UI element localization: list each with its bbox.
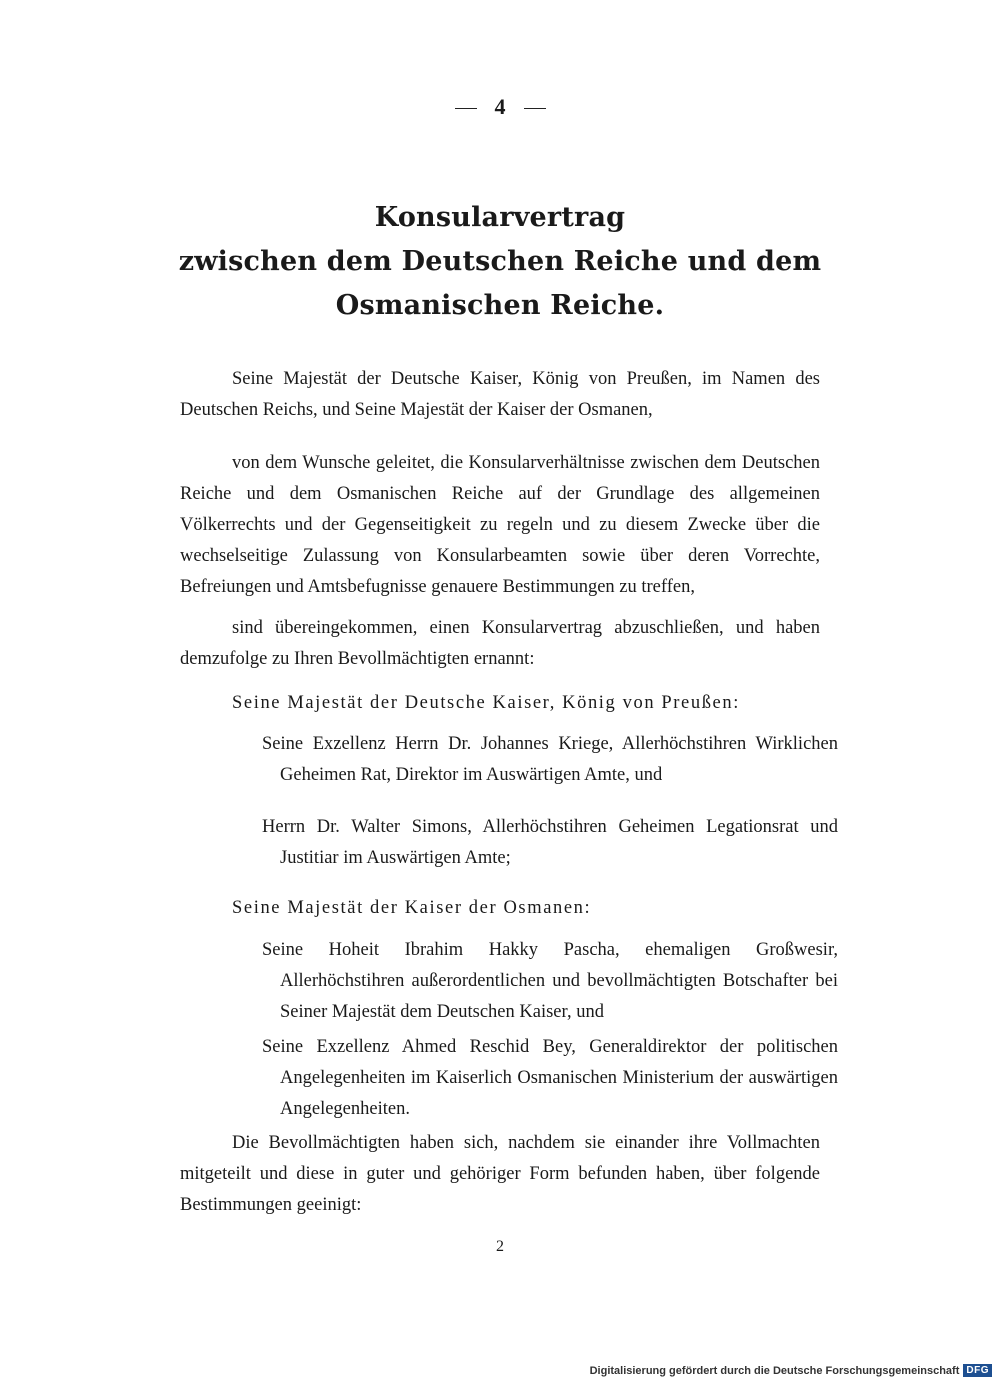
signature-mark: 2 [496, 1238, 504, 1255]
page-number: 4 [494, 94, 506, 119]
title-line-2: zwischen dem Deutschen Reiche und dem [178, 246, 822, 277]
page-number-header [0, 94, 1000, 120]
german-delegate-kriege: Seine Exzellenz Herrn Dr. Johannes Kriege, Allerhöchstihren Wirklichen Geheimen Rat, Direktor im Auswärtigen Amte, und [262, 734, 838, 785]
header-dash-left [455, 108, 477, 109]
funding-footer [590, 1364, 992, 1377]
closing-paragraph: Die Bevollmächtigten haben sich, nachdem sie einander ihre Vollmachten mitgeteilt und diese in guter und gehöriger Form befunden haben, über folgende Bestimmungen geeinigt: [180, 1133, 820, 1215]
preamble-paragraph: Seine Majestät der Deutsche Kaiser, König von Preußen, im Namen des Deutschen Reichs, und Seine Majestät der Kaiser der Osmanen, [180, 369, 820, 420]
purpose-paragraph: von dem Wunsche geleitet, die Konsularverhältnisse zwischen dem Deutschen Reiche und dem Osmanischen Reiche auf der Grundlage des allgemeinen Völkerrechts und der Gegenseitigkeit zu regeln und zu diesem Zwecke über die wechselseitige Zulassung von Konsularbeamten sowie über deren Vorrechte, Befreiungen und Amtsbefugnisse genauere Bestimmungen zu treffen, [180, 453, 820, 597]
title-line-3: Osmanischen Reiche. [335, 290, 665, 321]
title-line-1: Konsularvertrag [374, 202, 626, 233]
document-title [0, 196, 1000, 328]
funding-note: Digitalisierung gefördert durch die Deutsche Forschungsgemeinschaft [589, 1364, 960, 1377]
ottoman-delegate-reschid: Seine Exzellenz Ahmed Reschid Bey, Generaldirektor der politischen Angelegenheiten im Kaiserlich Osmanischen Ministerium der auswärtigen Angelegenheiten. [262, 1037, 838, 1119]
ottoman-side-heading: Seine Majestät der Kaiser der Osmanen: [232, 898, 592, 918]
german-delegate-simons: Herrn Dr. Walter Simons, Allerhöchstihren Geheimen Legationsrat und Justitiar im Auswärtigen Amte; [262, 817, 838, 868]
header-dash-right [524, 108, 546, 109]
german-side-heading: Seine Majestät der Deutsche Kaiser, König von Preußen: [232, 693, 740, 713]
ottoman-delegate-hakky: Seine Hoheit Ibrahim Hakky Pascha, ehemaligen Großwesir, Allerhöchstihren außerordentlichen und bevollmächtigten Botschafter bei Seiner Majestät dem Deutschen Kaiser, und [262, 940, 838, 1022]
dfg-logo: DFG [963, 1364, 992, 1377]
agreement-paragraph: sind übereingekommen, einen Konsularvertrag abzuschließen, und haben demzufolge zu Ihren Bevollmächtigten ernannt: [180, 618, 820, 669]
